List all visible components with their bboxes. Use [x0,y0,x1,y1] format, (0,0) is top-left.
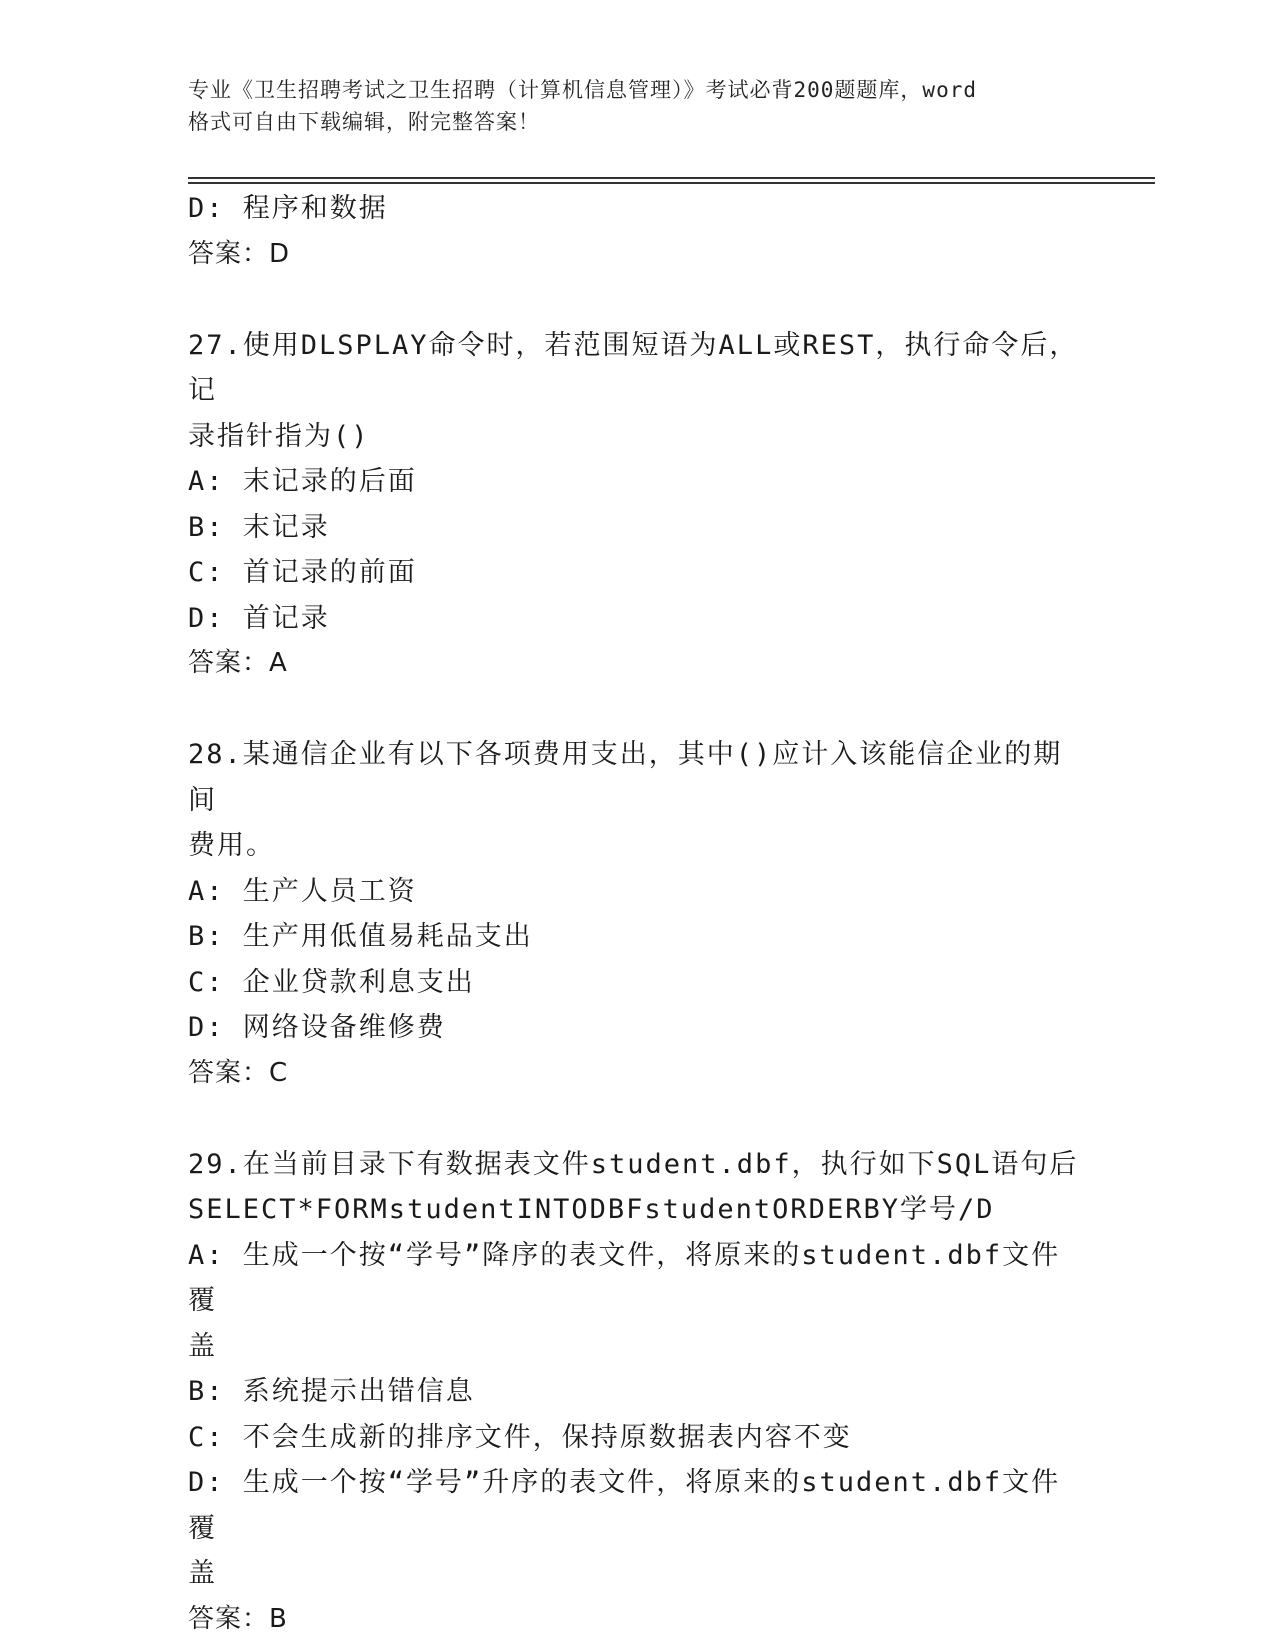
answer-text: 答案：B [188,1603,288,1634]
option-c: C: 不会生成新的排序文件，保持原数据表内容不变 [188,1421,852,1453]
header-title-line-1: 专业《卫生招聘考试之卫生招聘（计算机信息管理）》考试必背200题题库，word [188,78,977,102]
question-stem-continued: 费用。 [188,830,275,861]
question-stem: 28.某通信企业有以下各项费用支出，其中()应计入该能信企业的期间 [188,739,1063,816]
question-27 [188,323,1088,687]
option-d: D: 程序和数据 [188,193,388,224]
question-29 [188,1142,1088,1643]
option-c: C: 首记录的前面 [188,557,417,588]
option-b: B: 末记录 [188,511,330,543]
option-a-continued: 盖 [188,1330,217,1362]
option-a: A: 生成一个按“学号”降序的表文件，将原来的student.dbf文件覆 [188,1239,1061,1316]
option-d-continued: 盖 [188,1558,217,1589]
question-stem: 27.使用DLSPLAY命令时，若范围短语为ALL或REST，执行命令后，记 [188,329,1079,406]
header-title-line-2: 格式可自由下载编辑，附完整答案！ [188,110,540,134]
option-d: D: 首记录 [188,602,330,634]
question-stem: 29.在当前目录下有数据表文件student.dbf，执行如下SQL语句后 [188,1148,1079,1180]
answer-text: 答案：A [188,648,288,678]
question-28 [188,732,1088,1096]
question-stem-continued: 录指针指为() [188,420,370,452]
question-list [188,186,1088,1642]
option-b: B: 系统提示出错信息 [188,1376,475,1407]
question-26-tail [188,186,1088,277]
question-spacer [188,277,1088,323]
answer-text: 答案：D [188,238,291,269]
question-stem-continued: SELECT*FORMstudentINTODBFstudentORDERBY学号/D [188,1194,995,1225]
option-b: B: 生产用低值易耗品支出 [188,921,533,952]
document-header [188,74,1088,138]
option-a: A: 生产人员工资 [188,875,417,907]
option-a: A: 末记录的后面 [188,466,417,497]
option-d: D: 网络设备维修费 [188,1012,446,1043]
option-d: D: 生成一个按“学号”升序的表文件，将原来的student.dbf文件覆 [188,1467,1061,1544]
answer-text: 答案：C [188,1057,289,1088]
question-spacer [188,1096,1088,1142]
header-divider-top [188,177,1155,179]
header-divider-bottom [188,182,1155,184]
question-spacer [188,687,1088,733]
option-c: C: 企业贷款利息支出 [188,966,475,998]
